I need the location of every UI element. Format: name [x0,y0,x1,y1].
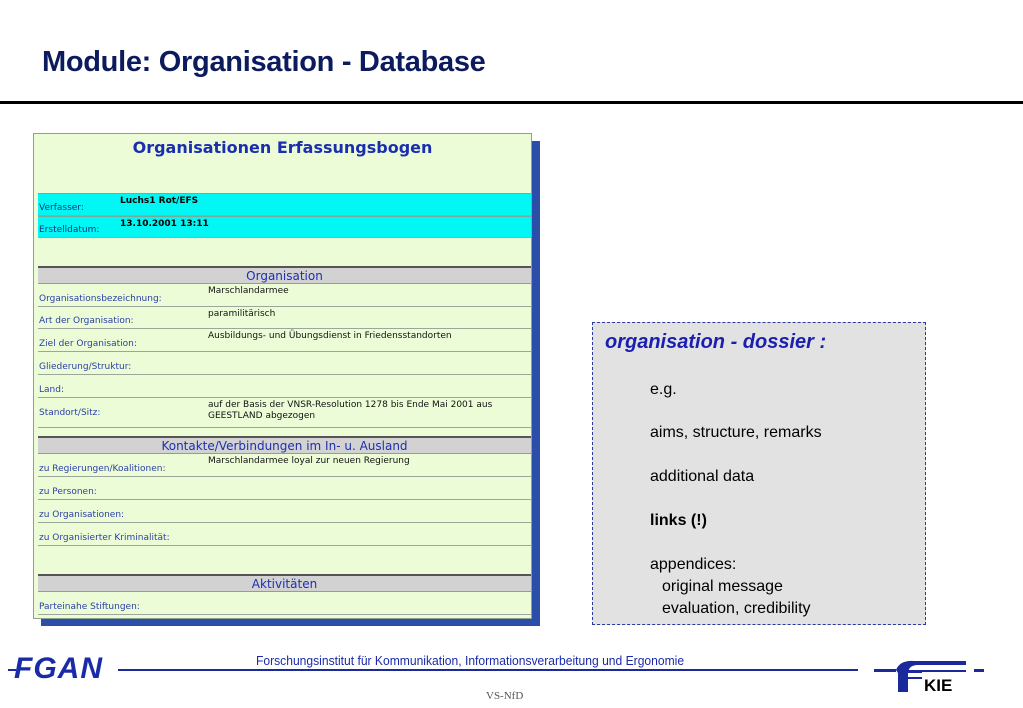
form-row [38,375,531,398]
form-row [38,398,531,428]
section-header-aktivitaeten: Aktivitäten [38,574,531,592]
form-label: Art der Organisation: [39,316,134,326]
dossier-box [592,322,926,625]
dossier-aims: aims, structure, remarks [650,424,822,441]
form-label: Verfasser: [39,203,84,213]
form-value: 13.10.2001 13:11 [120,219,209,229]
form-value: auf der Basis der VNSR-Resolution 1278 bis Ende Mai 2001 aus GEESTLAND abgezogen [208,400,493,421]
form-value: Marschlandarmee loyal zur neuen Regierung [208,456,410,466]
footer-line [118,669,858,671]
form-row [38,284,531,307]
dossier-original: original message [662,578,783,595]
form-row [38,307,531,329]
form-label: Organisationsbezeichnung: [39,294,162,304]
dossier-additional: additional data [650,468,755,485]
form-title: Organisationen Erfassungsbogen [132,138,433,157]
form-label: Erstelldatum: [39,225,100,235]
form-label: Gliederung/Struktur: [39,362,132,372]
fgan-logo: FGAN [14,652,103,685]
section-header-kontakte: Kontakte/Verbindungen im In- u. Ausland [38,436,531,454]
form-label: zu Regierungen/Koalitionen: [39,464,166,474]
title-divider [0,101,1023,104]
form-row-author [38,193,531,216]
form-row [38,329,531,352]
form-row [38,500,531,523]
form-row-created [38,216,531,238]
dossier-eg: e.g. [650,381,677,398]
form-label: zu Organisationen: [39,510,125,520]
form-label: Standort/Sitz: [39,408,101,418]
form-label: zu Organisierter Kriminalität: [39,533,170,543]
classification-label: VS-NfD [486,690,524,702]
form-label: zu Personen: [39,487,97,497]
form-row [38,352,531,375]
form-value: Ausbildungs- und Übungsdienst in Friedensstandorten [208,331,452,341]
form-value: Luchs1 Rot/EFS [120,196,199,206]
section-header-organisation: Organisation [38,266,531,284]
dossier-heading: organisation - dossier : [605,331,827,353]
form-row [38,523,531,546]
form-value: Marschlandarmee [208,286,289,296]
form-row [38,592,531,615]
dossier-links: links (!) [650,512,707,529]
form-row [38,454,531,477]
slide-title: Module: Organisation - Database [42,46,486,78]
form-row [38,477,531,500]
organisation-form [33,133,532,619]
form-value: paramilitärisch [208,309,276,319]
form-label: Ziel der Organisation: [39,339,137,349]
dossier-appendices: appendices: [650,556,737,573]
dossier-evaluation: evaluation, credibility [662,600,811,617]
form-label: Parteinahe Stiftungen: [39,602,140,612]
form-label: Land: [39,385,64,395]
institute-name: Forschungsinstitut für Kommunikation, Informationsverarbeitung und Ergonomie [256,653,685,668]
kie-logo-text: KIE [924,676,953,695]
